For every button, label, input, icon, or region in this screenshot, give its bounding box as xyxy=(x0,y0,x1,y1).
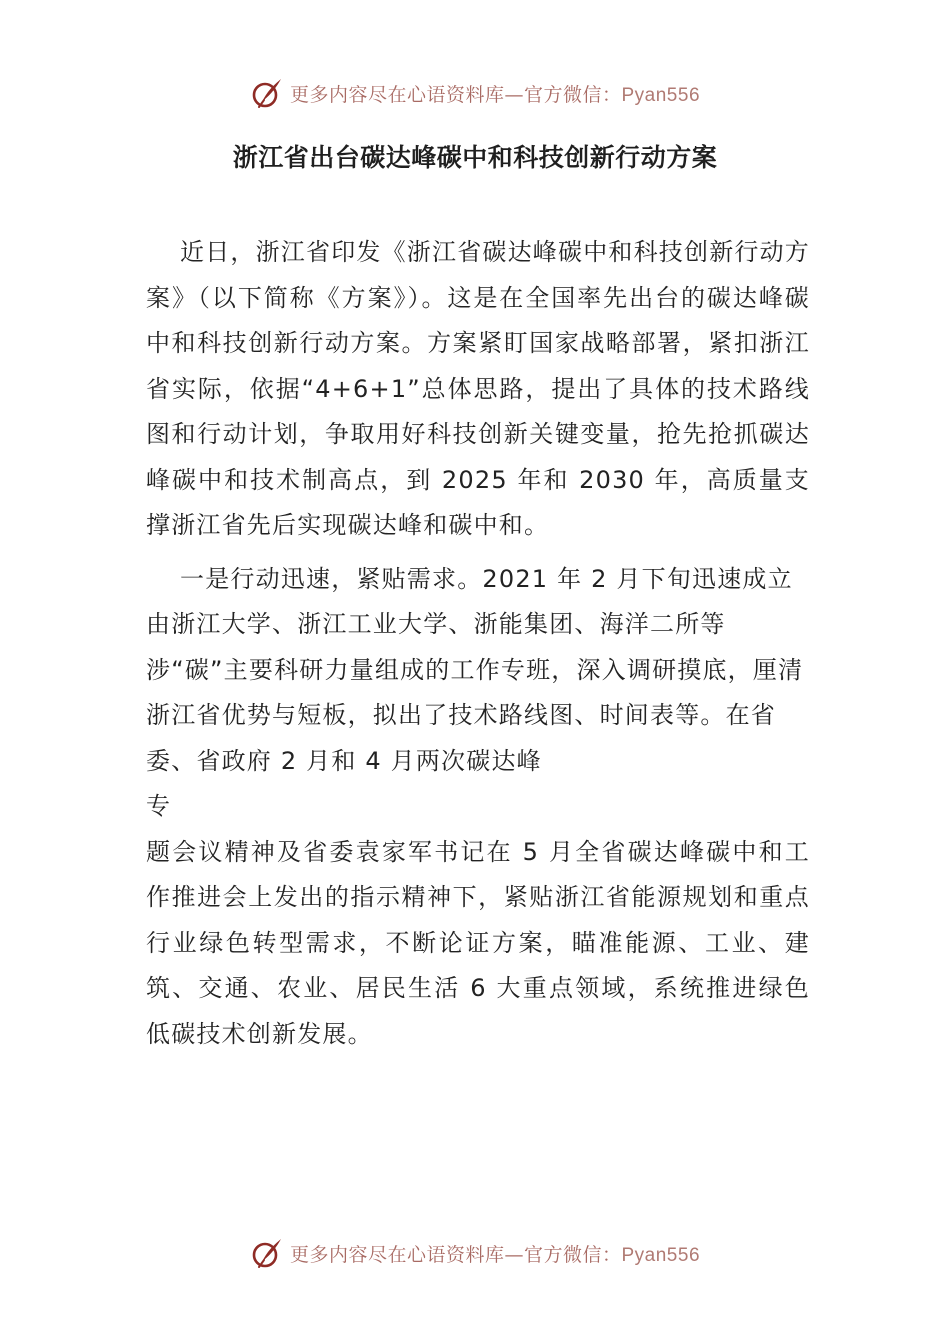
document-body xyxy=(146,230,810,1057)
watermark-wechat-id: Pyan556 xyxy=(621,84,701,106)
quill-logo-icon xyxy=(250,76,284,110)
paragraph-action-part-1: 一是行动迅速，紧贴需求。2021 年 2 月下旬迅速成立由浙江大学、浙江工业大学、浙能集团、海洋二所等涉“碳”主要科研力量组成的工作专班，深入调研摸底，厘清浙江省优势与短板，拟出了技术路线图、时间表等。在省委、省政府 2 月和 4 月两次碳达峰 xyxy=(146,564,804,775)
watermark-text: 更多内容尽在心语资料库—官方微信：Pyan556 xyxy=(289,1243,701,1266)
document-title: 浙江省出台碳达峰碳中和科技创新行动方案 xyxy=(232,143,718,172)
quill-logo-icon xyxy=(250,1236,284,1270)
paragraph-intro: 近日，浙江省印发《浙江省碳达峰碳中和科技创新行动方案》（以下简称《方案》）。这是在全国率先出台的碳达峰碳中和科技创新行动方案。方案紧盯国家战略部署，紧扣浙江省实际，依据“4+6+1”总体思路，提出了具体的技术路线图和行动计划，争取用好科技创新关键变量，抢先抢抓碳达峰碳中和技术制高点，到 2025 年和 2030 年，高质量支撑浙江省先后实现碳达峰和碳中和。 xyxy=(146,238,810,539)
watermark-wechat-id: Pyan556 xyxy=(621,1244,701,1266)
paragraph-action-part-3: 题会议精神及省委袁家军书记在 5 月全省碳达峰碳中和工作推进会上发出的指示精神下，紧贴浙江省能源规划和重点行业绿色转型需求，不断论证方案，瞄准能源、工业、建筑、交通、农业、居民生活 6 大重点领域，系统推进绿色低碳技术创新发展。 xyxy=(146,837,810,1048)
watermark-text: 更多内容尽在心语资料库—官方微信：Pyan556 xyxy=(289,83,701,106)
watermark-banner-bottom xyxy=(0,1233,950,1273)
paragraph-action-part-2: 专 xyxy=(146,792,172,820)
watermark-banner-top xyxy=(0,73,950,113)
